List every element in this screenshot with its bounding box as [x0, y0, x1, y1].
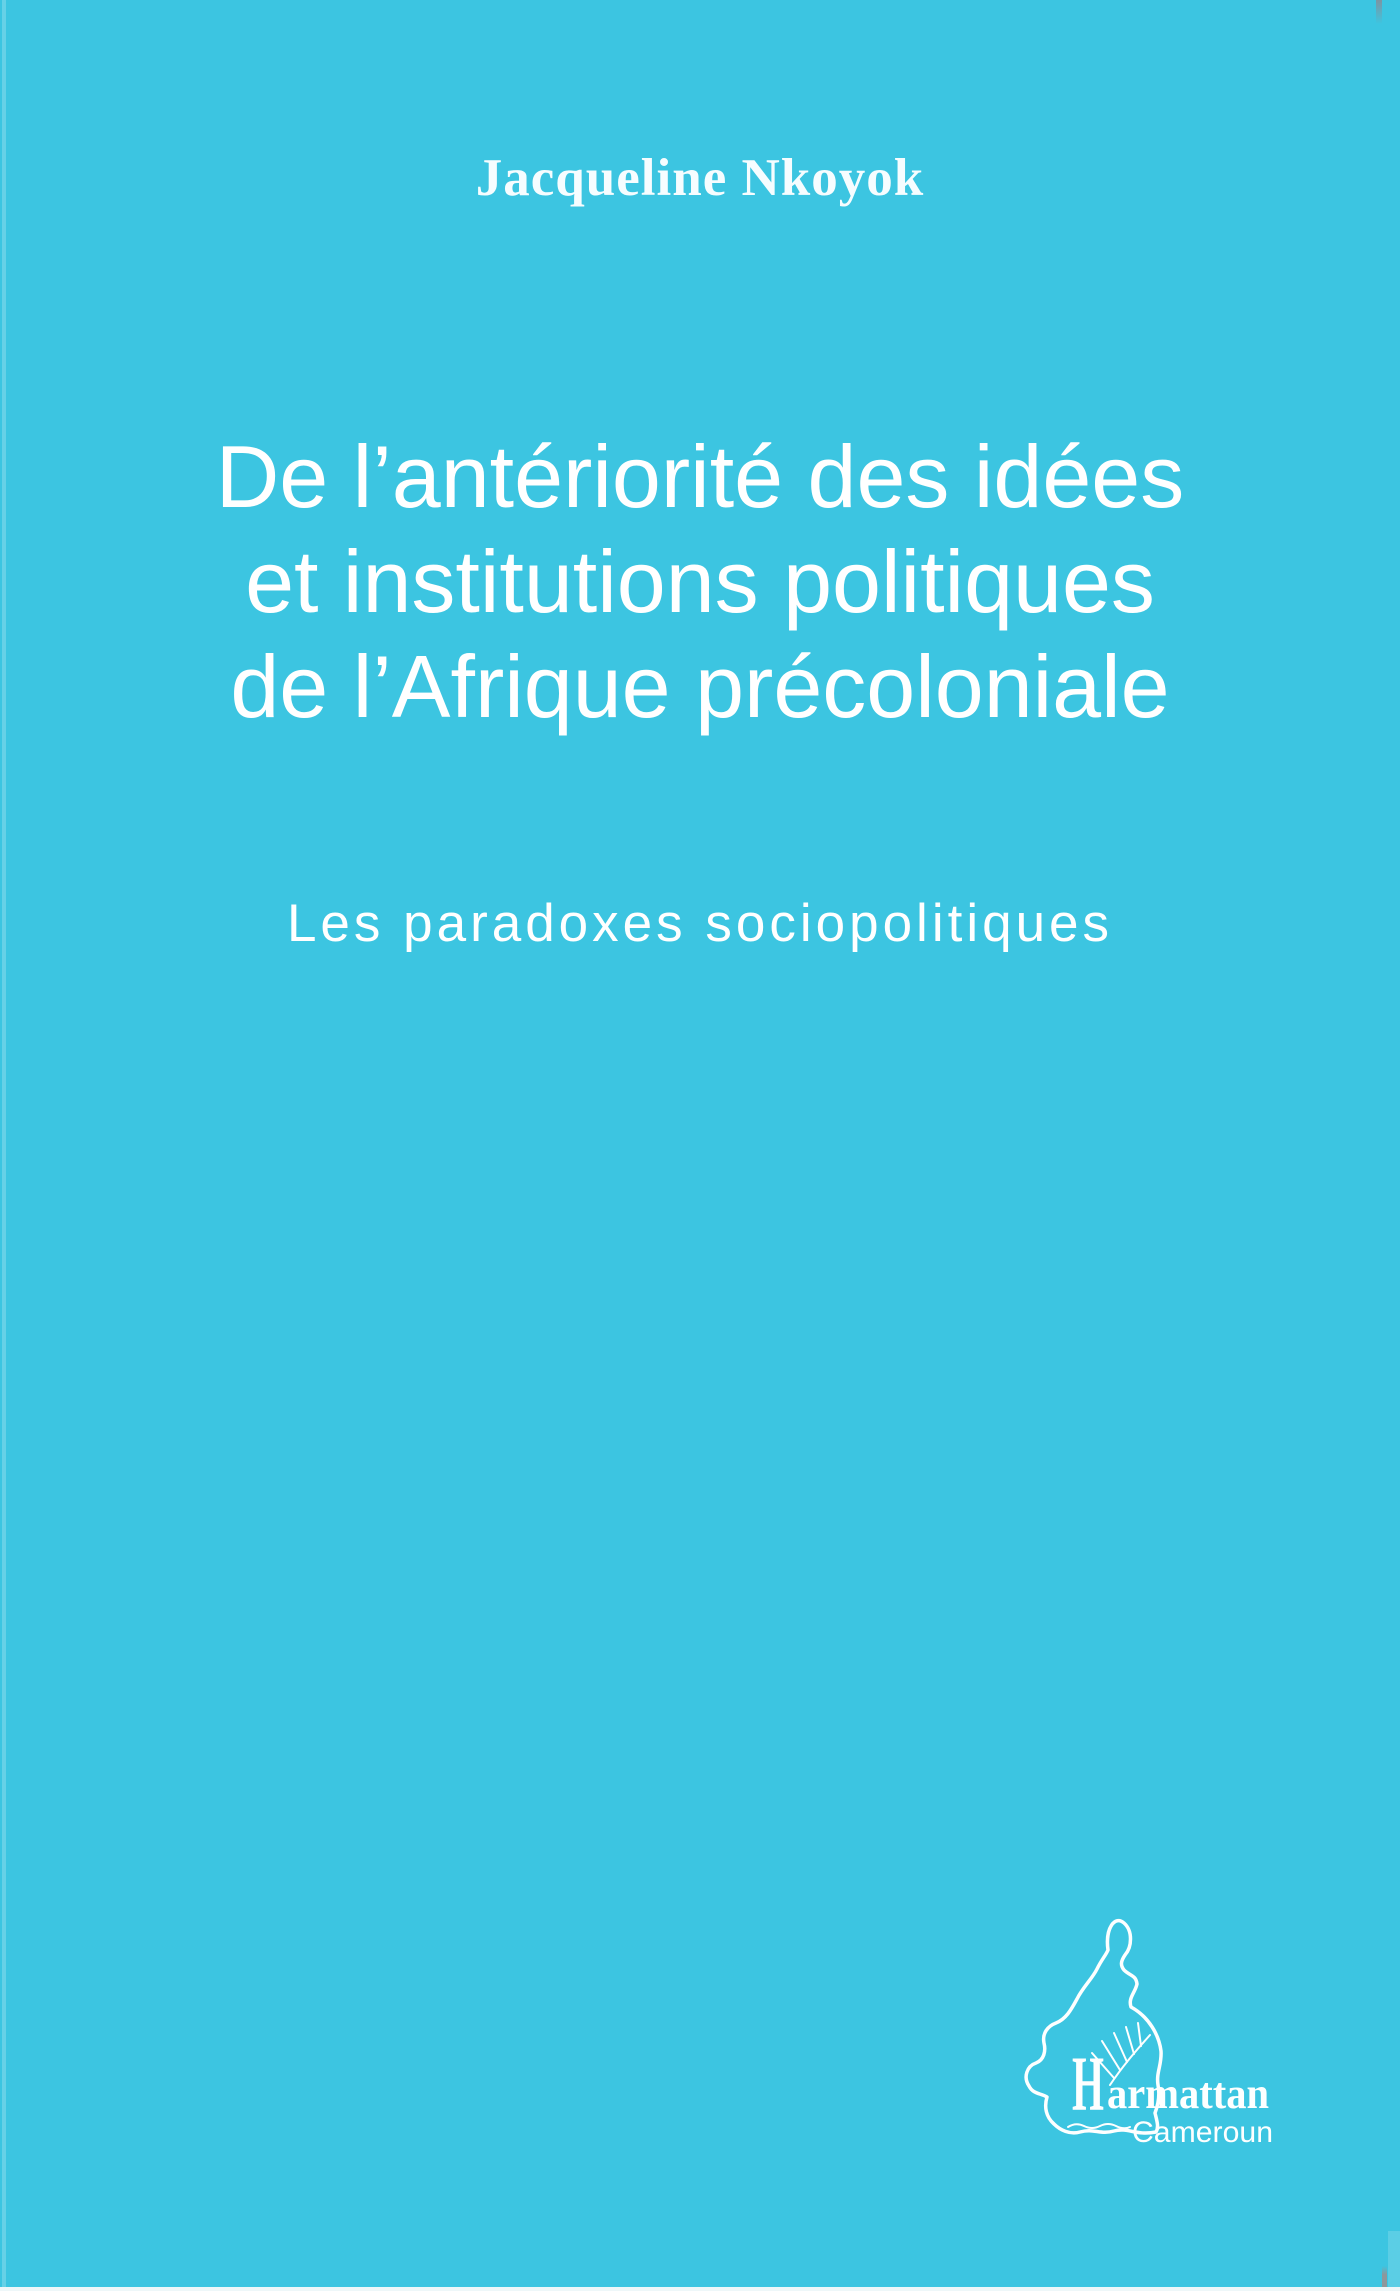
- scan-artifact-top-right: [1376, 0, 1382, 24]
- publisher-initial: H: [1072, 2040, 1104, 2127]
- book-title: [0, 424, 1400, 739]
- author-name: Jacqueline Nkoyok: [475, 149, 925, 207]
- harmattan-cameroun-logo: [1010, 1895, 1310, 2165]
- title-line-1: De l’antériorité des idées: [215, 427, 1185, 526]
- title-line-3: de l’Afrique précoloniale: [230, 637, 1170, 736]
- publisher-country: Cameroun: [1132, 2116, 1273, 2149]
- scan-edge-left: [2, 0, 6, 2291]
- scan-edge-bottom: [0, 2287, 1400, 2291]
- title-line-2: et institutions politiques: [245, 532, 1155, 631]
- publisher-logo: [1010, 1895, 1310, 2165]
- publisher-name: armattan: [1107, 2069, 1269, 2118]
- book-subtitle: Les paradoxes sociopolitiques: [286, 894, 1114, 953]
- scan-edge-corner-right: [1388, 2231, 1400, 2291]
